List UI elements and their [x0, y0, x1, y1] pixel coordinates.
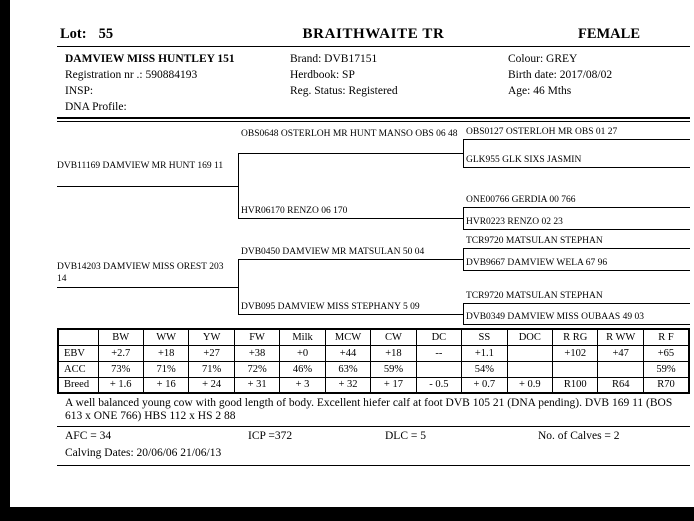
col-header: Milk — [280, 329, 325, 345]
acc-value: 71% — [189, 361, 234, 377]
herdbook: Herdbook: SP — [290, 69, 355, 81]
breed-value: + 1.6 — [98, 377, 143, 393]
ebv-value: +2.7 — [98, 345, 143, 361]
document-page — [10, 0, 694, 507]
breed-value: + 31 — [234, 377, 279, 393]
pedigree-line — [463, 270, 690, 271]
col-header: SS — [462, 329, 507, 345]
pedigree-dam-dam-sire: TCR9720 MATSULAN STEPHAN — [466, 291, 603, 301]
animal-name: DAMVIEW MISS HUNTLEY 151 — [65, 53, 235, 65]
acc-value — [507, 361, 552, 377]
pedigree-line — [463, 229, 690, 230]
pedigree-line — [57, 287, 239, 288]
col-header: R RG — [553, 329, 598, 345]
breed-row — [58, 377, 689, 393]
col-header: BW — [98, 329, 143, 345]
breed-value: + 16 — [143, 377, 188, 393]
footer-rule — [57, 465, 690, 466]
breed-value: R100 — [553, 377, 598, 393]
stats-row — [57, 427, 690, 446]
acc-value — [416, 361, 461, 377]
pedigree-line — [238, 314, 464, 315]
pedigree-sire: DVB11169 DAMVIEW MR HUNT 169 11 — [57, 161, 224, 171]
acc-row — [58, 361, 689, 377]
pedigree-line — [238, 259, 464, 260]
pedigree-line — [463, 167, 690, 168]
ebv-header-row — [58, 329, 689, 345]
col-header: DC — [416, 329, 461, 345]
ebv-value: +65 — [643, 345, 689, 361]
pedigree-line — [238, 218, 464, 219]
acc-value: 63% — [325, 361, 370, 377]
pedigree-line — [463, 139, 690, 140]
row-label: ACC — [58, 361, 98, 377]
pedigree-line — [238, 153, 239, 219]
acc-value: 71% — [143, 361, 188, 377]
pedigree-sire-sire: OBS0648 OSTERLOH MR HUNT MANSO OBS 06 48 — [241, 129, 458, 139]
pedigree-line — [238, 259, 239, 315]
age: Age: 46 Mths — [508, 85, 572, 97]
ebv-value: -- — [416, 345, 461, 361]
lot-label: Lot: — [60, 26, 87, 42]
brand: Brand: DVB17151 — [290, 53, 378, 65]
row-label: Breed — [58, 377, 98, 393]
col-header: WW — [143, 329, 188, 345]
acc-value: 59% — [643, 361, 689, 377]
pedigree-line — [463, 248, 464, 271]
ebv-value: +1.1 — [462, 345, 507, 361]
stat-number-of-calves: No. of Calves = 2 — [538, 430, 620, 442]
pedigree-sire-dam-sire: ONE00766 GERDIA 00 766 — [466, 195, 576, 205]
calving-dates: Calving Dates: 20/06/06 21/06/13 — [65, 447, 222, 459]
col-header: R F — [643, 329, 689, 345]
pedigree-dam-sire-sire: TCR9720 MATSULAN STEPHAN — [466, 236, 603, 246]
row-label: EBV — [58, 345, 98, 361]
acc-value: 59% — [371, 361, 416, 377]
document-content — [57, 26, 690, 466]
ebv-value: +18 — [143, 345, 188, 361]
col-header: FW — [234, 329, 279, 345]
pedigree-dam: DVB14203 DAMVIEW MISS OREST 203 14 — [57, 262, 224, 284]
acc-value: 54% — [462, 361, 507, 377]
acc-value — [598, 361, 643, 377]
animal-info — [57, 47, 690, 117]
pedigree-line — [463, 303, 690, 304]
breed-value: + 0.7 — [462, 377, 507, 393]
col-header: CW — [371, 329, 416, 345]
ebv-value: +18 — [371, 345, 416, 361]
comment-text: A well balanced young cow with good length of body. Excellent hiefer calf at foot DVB 105 21 (DNA pending). DVB 169 11 (BOS 613 x ONE 766) HBS 112 x HS 2 88 — [65, 397, 673, 422]
info-column-middle — [290, 51, 398, 99]
breed-value: R70 — [643, 377, 689, 393]
ebv-row — [58, 345, 689, 361]
info-column-right — [508, 51, 612, 99]
pedigree-dam-sire-dam: DVB9667 DAMVIEW WELA 67 96 — [466, 258, 608, 268]
info-column-left — [65, 51, 235, 115]
col-header: R WW — [598, 329, 643, 345]
pedigree-dam-sire: DVB0450 DAMVIEW MR MATSULAN 50 04 — [241, 247, 425, 257]
pedigree-tree — [57, 122, 690, 328]
pedigree-sire-sire-dam: GLK955 GLK SIXS JASMIN — [466, 155, 582, 165]
pedigree-line — [238, 153, 464, 154]
pedigree-line — [463, 207, 690, 208]
pedigree-line — [57, 186, 239, 187]
registration-number: Registration nr .: 590884193 — [65, 69, 198, 81]
insp-label: INSP: — [65, 85, 94, 97]
stat-dlc: DLC = 5 — [385, 430, 426, 442]
pedigree-sire-dam: HVR06170 RENZO 06 170 — [241, 206, 348, 216]
pedigree-dam-dam-dam: DVB0349 DAMVIEW MISS OUBAAS 49 03 — [466, 312, 644, 322]
stat-afc: AFC = 34 — [65, 430, 112, 442]
ebv-value: +27 — [189, 345, 234, 361]
pedigree-dam-dam: DVB095 DAMVIEW MISS STEPHANY 5 09 — [241, 302, 420, 312]
document-header — [57, 26, 690, 46]
pedigree-line — [463, 303, 464, 325]
ebv-value: +0 — [280, 345, 325, 361]
ebv-value: +47 — [598, 345, 643, 361]
breed-value: + 17 — [371, 377, 416, 393]
lot-value: 55 — [98, 26, 114, 42]
ebv-value: +44 — [325, 345, 370, 361]
breed-value: + 0.9 — [507, 377, 552, 393]
ebv-value — [507, 345, 552, 361]
ebv-value: +102 — [553, 345, 598, 361]
breed-value: + 3 — [280, 377, 325, 393]
col-header: DOC — [507, 329, 552, 345]
acc-value — [553, 361, 598, 377]
ebv-value: +38 — [234, 345, 279, 361]
pedigree-sire-sire-sire: OBS0127 OSTERLOH MR OBS 01 27 — [466, 127, 618, 137]
acc-value: 73% — [98, 361, 143, 377]
sex-label: FEMALE — [577, 26, 640, 42]
col-header: MCW — [325, 329, 370, 345]
colour: Colour: GREY — [508, 53, 578, 65]
col-header — [58, 329, 98, 345]
ebv-table — [57, 328, 690, 394]
pedigree-line — [463, 207, 464, 230]
col-header: YW — [189, 329, 234, 345]
page-title: BRAITHWAITE TR — [302, 26, 445, 42]
reg-status: Reg. Status: Registered — [290, 85, 398, 97]
breed-value: + 32 — [325, 377, 370, 393]
stat-icp: ICP =372 — [248, 430, 293, 442]
pedigree-sire-dam-dam: HVR0223 RENZO 02 23 — [466, 217, 563, 227]
pedigree-line — [463, 324, 690, 325]
birth-date: Birth date: 2017/08/02 — [508, 69, 613, 81]
acc-value: 46% — [280, 361, 325, 377]
pedigree-line — [463, 139, 464, 168]
pedigree-line — [463, 248, 690, 249]
breed-value: R64 — [598, 377, 643, 393]
acc-value: 72% — [234, 361, 279, 377]
dna-profile-label: DNA Profile: — [65, 101, 127, 113]
breed-value: + 24 — [189, 377, 234, 393]
breed-value: - 0.5 — [416, 377, 461, 393]
